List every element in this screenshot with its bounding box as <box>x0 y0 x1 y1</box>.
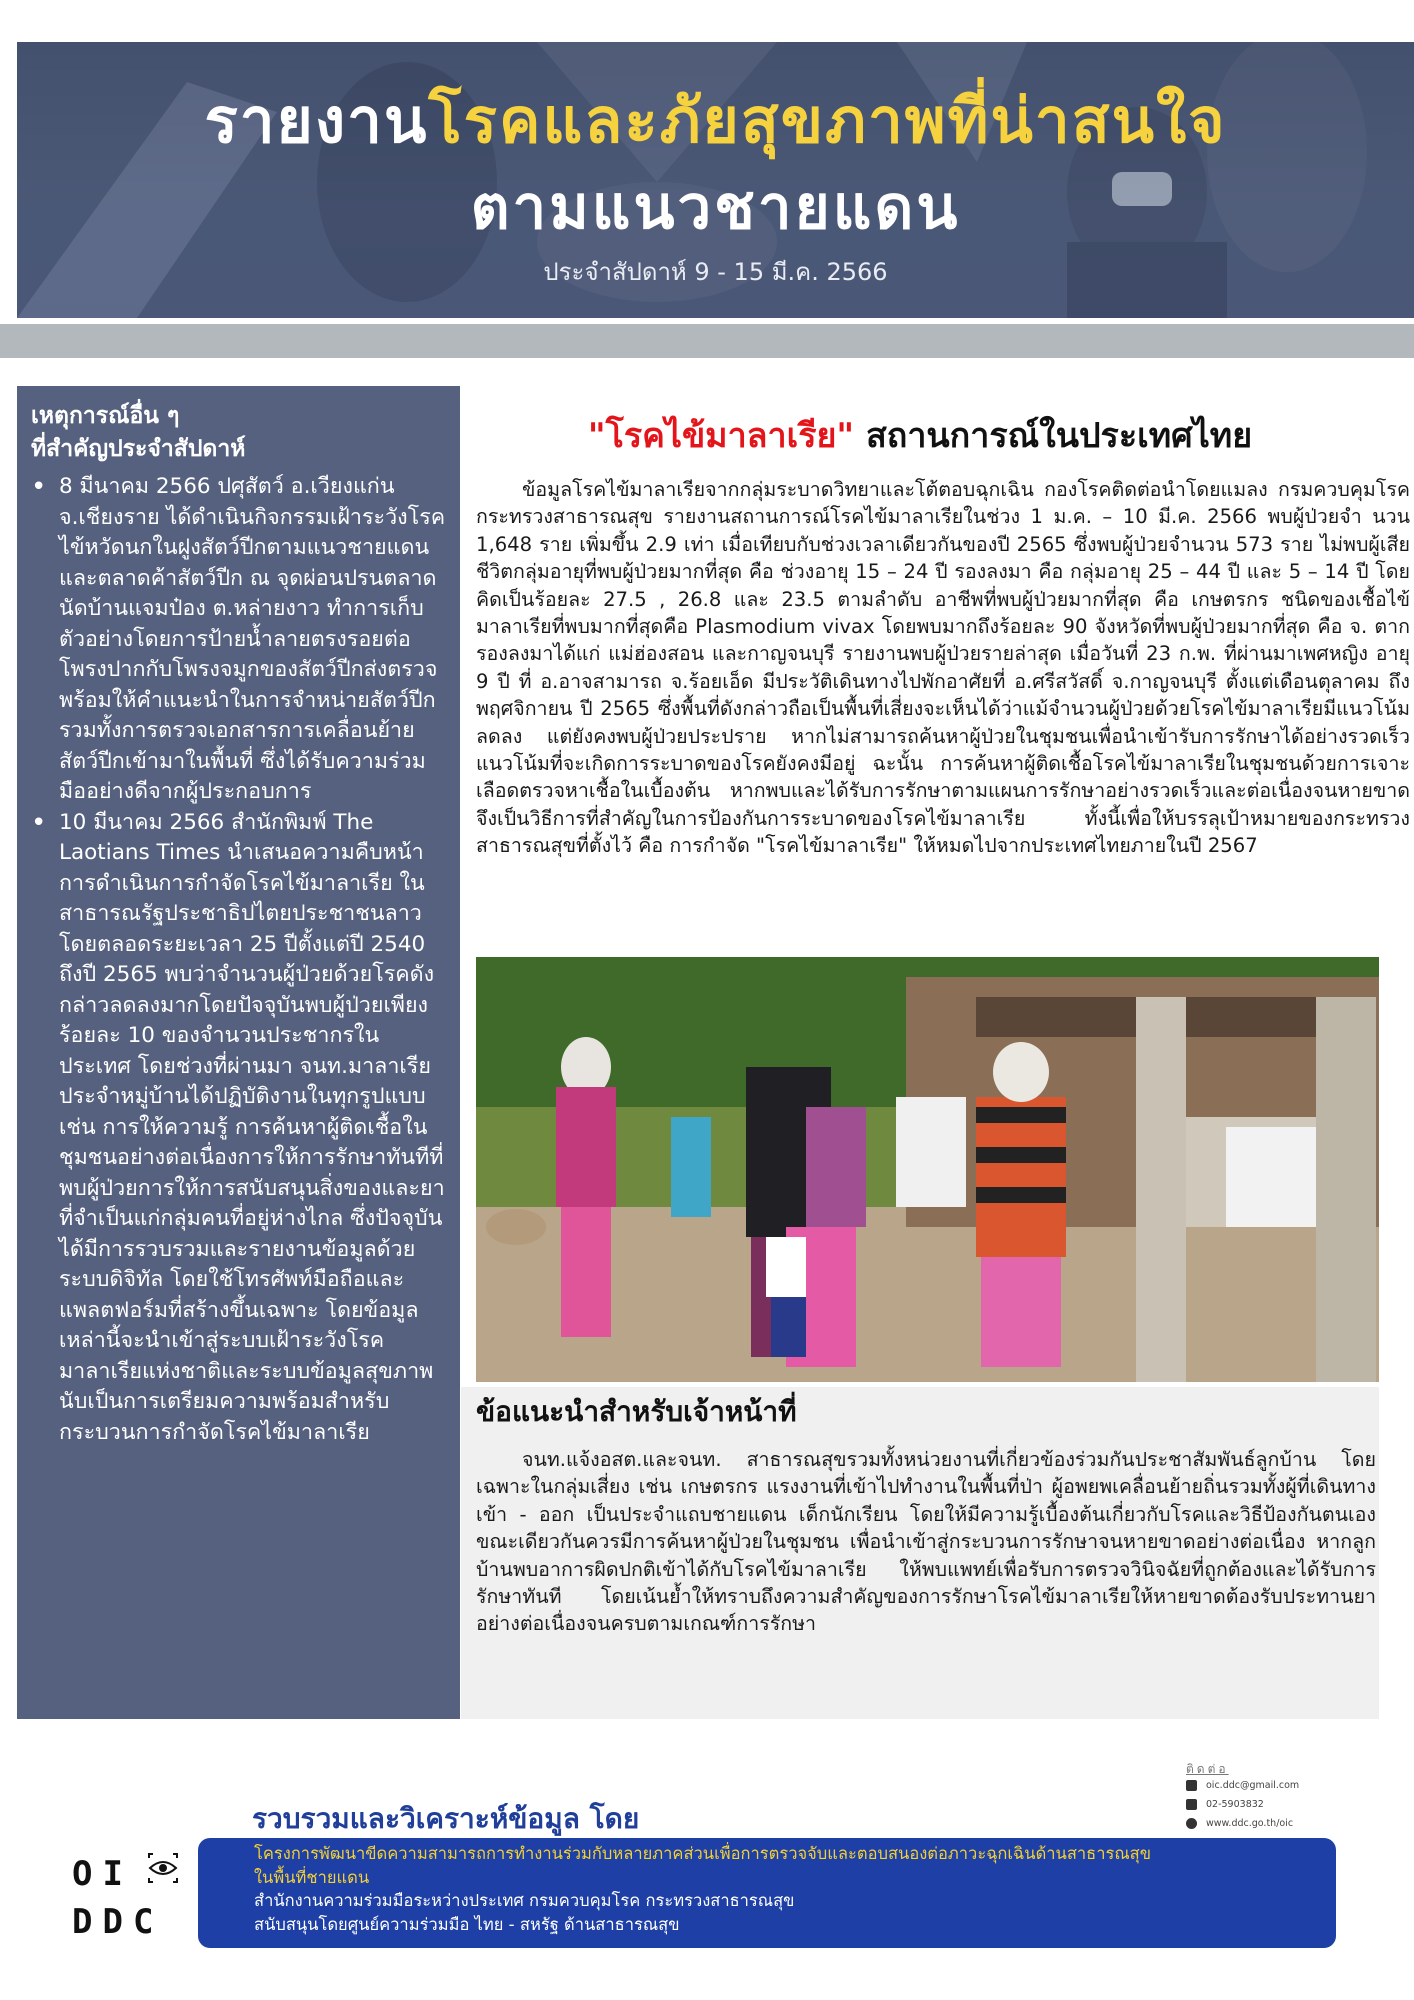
oic-ddc-logo: OI DDC <box>72 1854 164 1942</box>
advice-title: ข้อแนะนำสำหรับเจ้าหน้าที่ <box>476 1395 797 1428</box>
report-week: ประจำสัปดาห์ 9 - 15 มี.ค. 2566 <box>543 258 888 286</box>
compiled-by-heading: รวบรวมและวิเคราะห์ข้อมูล โดย <box>252 1802 640 1835</box>
sidebar-event-list <box>29 472 449 1448</box>
contact-website[interactable]: www.ddc.go.th/oic <box>1186 1818 1293 1829</box>
field-photo <box>476 957 1379 1382</box>
report-subtitle: ตามแนวชายแดน <box>470 173 961 243</box>
footer-info-text: โครงการพัฒนาขีดความสามารถการทำงานร่วมกับหลายภาคส่วนเพื่อการตรวจจับและตอบสนองต่อภาวะฉุกเฉินด้านสาธารณสุข ในพื้นที่ชายแดน สำนักงานความร่วมมือระหว่างประเทศ กรมควบคุมโรค กระทรวงสาธารณสุข สนับสนุนโดยศูนย์ความร่วมมือ ไทย - สหรัฐ ด้านสาธารณสุข <box>254 1844 1152 1934</box>
globe-icon <box>1186 1818 1197 1829</box>
eye-icon <box>148 1853 178 1883</box>
email-icon <box>1186 1780 1197 1791</box>
sidebar-heading: เหตุการณ์อื่น ๆ ที่สำคัญประจำสัปดาห์ <box>31 403 246 462</box>
article-body: ข้อมูลโรคไข้มาลาเรียจากกลุ่มระบาดวิทยาและโต้ตอบฉุกเฉิน กองโรคติดต่อนำโดยแมลง กรมควบคุมโรค กระทรวงสาธารณสุข รายงานสถานการณ์โรคไข้มาลาเรียในช่วง 1 ม.ค. – 10 มี.ค. 2566 พบผู้ป่วยจำ นวน 1,648 ราย เพิ่มขึ้น 2.9 เท่า เมื่อเทียบกับช่วงเวลาเดียวกันของปี 2565 ซึ่งพบผู้ป่วยจำนวน 573 ราย ไม่พบผู้เสียชีวิตกลุ่มอายุที่พบผู้ป่วยมากที่สุด คือ ช่วงอายุ 15 – 24 ปี รองลงมา คือ กลุ่มอายุ 25 – 44 ปี และ 5 – 14 ปี โดยคิดเป็นร้อยละ 27.5 , 26.8 และ 23.5 ตามลำดับ อาชีพที่พบผู้ป่วยมากที่สุด คือ เกษตรกร ชนิดของเชื้อไข้มาลาเรียที่พบมากที่สุดคือ Plasmodium vivax โดยพบมากถึงร้อยละ 90 จังหวัดที่พบผู้ป่วยมากที่สุด คือ จ. ตาก รองลงมาได้แก่ แม่ฮ่องสอน และกาญจนบุรี รายงานพบผู้ป่วยรายล่าสุด เมื่อวันที่ 23 ก.พ. ที่ผ่านมาเพศหญิง อายุ 9 ปี ที่ อ.อาจสามารถ จ.ร้อยเอ็ด มีประวัติเดินทางไปพักอาศัยที่ อ.ศรีสวัสดิ์ จ.กาญจนบุรี ตั้งแต่เดือนตุลาคม ถึง พฤศจิกายน ปี 2565 ซึ่งพื้นที่ดังกล่าวถือเป็นพื้นที่เสี่ยงจะเห็นได้ว่าแม้จำนวนผู้ป่วยด้วยโรคไข้มาลาเรียมีแนวโน้มลดลง แต่ยังคงพบผู้ป่วยประปราย หากไม่สามารถค้นหาผู้ป่วยในชุมชนเพื่อนำเข้ารับการรักษาได้อย่างรวดเร็ว แนวโน้มที่จะเกิดการระบาดของโรคยังคงมีอยู่ ฉะนั้น การค้นหาผู้ติดเชื้อโรคไข้มาลาเรียในชุมชนด้วยการเจาะเลือดตรวจหาเชื้อในเบื้องต้น หากพบและได้รับการรักษาตามแผนการรักษาอย่างรวดเร็วและต่อเนื่องจนหายขาด จึงเป็นวิธีการที่สำคัญในการป้องกันการระบาดของโรคไข้มาลาเรีย ทั้งนี้เพื่อให้บรรลุเป้าหมายของกระทรวงสาธารณสุขที่ตั้งไว้ คือ การกำจัด "โรคไข้มาลาเรีย" ให้หมดไปจากประเทศไทยภายในปี 2567 <box>476 478 1410 858</box>
list-item: • 8 มีนาคม 2566 ปศุสัตว์ อ.เวียงแก่น จ.เชียงราย ได้ดำเนินกิจกรรมเฝ้าระวังโรคไข้หวัดนกในฝูงสัตว์ปีกตามแนวชายแดน และตลาดค้าสัตว์ปีก ณ จุดผ่อนปรนตลาดนัดบ้านแจมป๋อง ต.หล่ายงาว ทำการเก็บตัวอย่างโดยการป้ายน้ำลายตรงรอยต่อโพรงปากกับโพรงจมูกของสัตว์ปีกส่งตรวจ พร้อมให้คำแนะนำในการจำหน่ายสัตว์ปีก รวมทั้งการตรวจเอกสารการเคลื่อนย้ายสัตว์ปีกเข้ามาในพื้นที่ ซึ่งได้รับความร่วมมืออย่างดีจากผู้ประกอบการ <box>29 472 449 808</box>
report-title: รายงานโรคและภัยสุขภาพที่น่าสนใจ <box>204 84 1227 157</box>
article-title: "โรคไข้มาลาเรีย" สถานการณ์ในประเทศไทย <box>587 416 1253 456</box>
contact-label: ติดต่อ <box>1186 1762 1229 1776</box>
list-item: • 10 มีนาคม 2566 สำนักพิมพ์ The Laotians Times นำเสนอความคืบหน้าการดำเนินการกำจัดโรคไข้มาลาเรีย ในสาธารณรัฐประชาธิปไตยประชาชนลาวโดยตลอดระยะเวลา 25 ปีตั้งแต่ปี 2540 ถึงปี 2565 พบว่าจำนวนผู้ป่วยด้วยโรคดังกล่าวลดลงมากโดยปัจจุบันพบผู้ป่วยเพียงร้อยละ 10 ของจำนวนประชากรในประเทศ โดยช่วงที่ผ่านมา จนท.มาลาเรียประจำหมู่บ้านได้ปฏิบัติงานในทุกรูปแบบ เช่น การให้ความรู้ การค้นหาผู้ติดเชื้อในชุมชนอย่างต่อเนื่องการให้การรักษาทันทีที่พบผู้ป่วยการให้การสนับสนุนสิ่งของและยาที่จำเป็นแก่กลุ่มคนที่อยู่ห่างไกล ซึ่งปัจจุบันได้มีการรวบรวมและรายงานข้อมูลด้วยระบบดิจิทัล โดยใช้โทรศัพท์มือถือและแพลตฟอร์มที่สร้างขึ้นเฉพาะ โดยข้อมูลเหล่านี้จะนำเข้าสู่ระบบเฝ้าระวังโรคมาลาเรียแห่งชาติและระบบข้อมูลสุขภาพ นับเป็นการเตรียมความพร้อมสำหรับกระบวนการกำจัดโรคไข้มาลาเรีย <box>29 808 449 1449</box>
contact-email[interactable]: oic.ddc@gmail.com <box>1186 1780 1299 1791</box>
header-banner <box>17 42 1414 318</box>
sidebar-other-events <box>17 386 460 1719</box>
contact-phone[interactable]: 02-5903832 <box>1186 1799 1264 1810</box>
advice-body: จนท.แจ้งอสต.และจนท. สาธารณสุขรวมทั้งหน่วยงานที่เกี่ยวข้องร่วมกันประชาสัมพันธ์ลูกบ้าน โดยเฉพาะในกลุ่มเสี่ยง เช่น เกษตรกร แรงงานที่เข้าไปทำงานในพื้นที่ป่า ผู้อพยพเคลื่อนย้ายถิ่นรวมทั้งผู้ที่เดินทาง เข้า - ออก เป็นประจำแถบชายแดน เด็กนักเรียน โดยให้มีความรู้เบื้องต้นเกี่ยวกับโรคและวิธีป้องกันตนเองขณะเดียวกันควรมีการค้นหาผู้ป่วยในชุมชน เพื่อนำเข้าสู่กระบวนการรักษาจนหายขาดอย่างต่อเนื่อง หากลูกบ้านพบอาการผิดปกติเข้าได้กับโรคไข้มาลาเรีย ให้พบแพทย์เพื่อรับการตรวจวินิจฉัยที่ถูกต้องและได้รับการรักษาทันที โดยเน้นย้ำให้ทราบถึงความสำคัญของการรักษาโรคไข้มาลาเรียให้หายขาดต้องรับประทานยาอย่างต่อเนื่องจนครบตามเกณฑ์การรักษา <box>476 1448 1376 1636</box>
header-divider-bar <box>0 324 1414 358</box>
phone-icon <box>1186 1799 1197 1810</box>
